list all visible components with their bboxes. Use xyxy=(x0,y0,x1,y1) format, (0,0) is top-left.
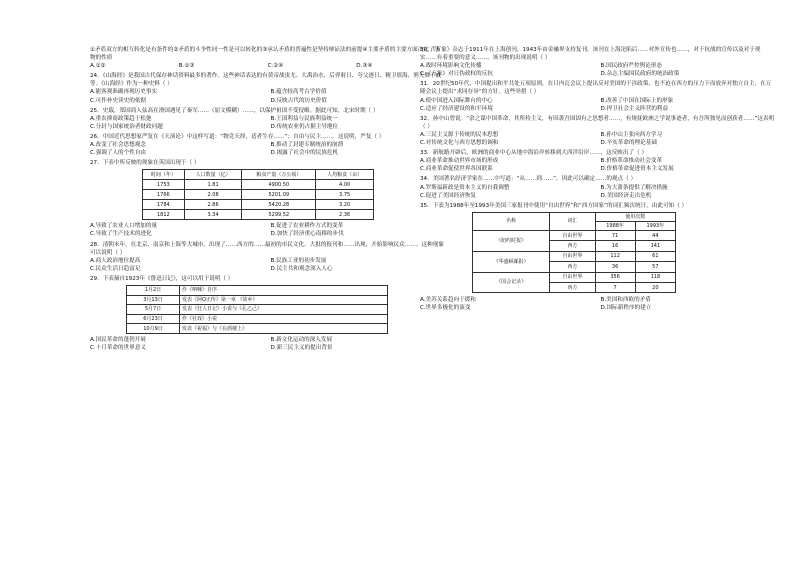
question-29 xyxy=(90,275,445,352)
option-d[interactable]: D.美国经济走出危机 xyxy=(600,192,652,199)
question-31 xyxy=(420,80,775,112)
table-header-cell: 粮食产量（万公顷） xyxy=(242,170,316,180)
options xyxy=(420,157,775,173)
table-cell: 1.81 xyxy=(184,180,242,190)
option-c[interactable]: C.分封与国家统治者财政问题 xyxy=(90,123,163,130)
table-cell-group: 《华盛顿邮报》 xyxy=(473,251,550,272)
option-d[interactable]: D.杂志主编国民政府的统治政策 xyxy=(600,71,680,78)
table-cell: 4900.50 xyxy=(242,180,316,190)
table-header-cell: 人口数量（亿） xyxy=(184,170,242,180)
question-33 xyxy=(420,149,775,173)
option-d[interactable]: D.价格革命促进资本主义发展 xyxy=(600,166,674,173)
table-cell: 1812 xyxy=(143,210,185,220)
table-header-cell: 1988年 xyxy=(595,221,635,230)
table-cell: 3.20 xyxy=(316,200,374,210)
option-b[interactable]: B.为大萧条提供了解决措施 xyxy=(600,184,668,191)
option-b[interactable]: B.孙中山主张向西方学习 xyxy=(600,131,663,138)
question-stem: 26．中国近代思想家严复在《天演论》中这样写道：“物竞天择，适者生存……”；自由与民主……。这说明，严复（ ） xyxy=(90,133,385,140)
table-cell: 发表《祝福》与《在酒楼上》 xyxy=(180,324,388,334)
table-cell: 5420.28 xyxy=(242,200,316,210)
option-b[interactable]: B.价格革命推动社会变革 xyxy=(600,158,663,165)
table-row xyxy=(127,305,388,315)
question-fragment xyxy=(90,46,445,70)
table-row xyxy=(143,200,374,210)
table-row xyxy=(473,230,676,240)
option-a[interactable]: A.改变了社会思想观念 xyxy=(90,142,146,149)
question-stem: 35．下表为1988年至1993年美国三家报刊中使用“自由世界”和“西方国家”的词汇频次统计，由此可知（ ） xyxy=(420,202,688,209)
option-a[interactable]: A.罗斯福新政是资本主义的自我调整 xyxy=(420,184,510,191)
table-cell: 发表《狂人日记》小说与《孔乙己》 xyxy=(180,305,388,315)
table-header-cell: 1993年 xyxy=(635,221,675,230)
option-c[interactable]: C.民众生活日趋富足 xyxy=(90,265,141,272)
option-a[interactable]: A.国民革命的蓬勃开展 xyxy=(90,336,146,343)
table-row xyxy=(127,295,388,305)
table-cell: 作《社戏》小说 xyxy=(180,314,388,324)
question-stem: 30．《万象》杂志于1911年在上海创刊，1943年由金融界支持复刊。该刊在上海沦陷后……对外宣传也……，对于抗战的宣传以及对于现实……有着重要的意义……。该刊物的出现说明（ ） xyxy=(420,47,761,62)
table-cell: 356 xyxy=(595,272,635,282)
option-d[interactable]: D.新三民主义的提出背景 xyxy=(270,345,333,352)
table-cell: 自由世界 xyxy=(550,251,595,261)
table-cell: 112 xyxy=(595,251,635,261)
question-stem: 33．新航路开辟后，欧洲的商业中心从地中海沿岸转移到大西洋沿岸……，这反映出了（ ） xyxy=(420,150,648,157)
option-a[interactable]: A.商业革命推动世界市场的形成 xyxy=(420,158,499,165)
table-header-cell: 名称 xyxy=(473,212,550,230)
option-c[interactable]: C.②④ xyxy=(267,63,284,70)
usage-table xyxy=(472,212,676,294)
option-c[interactable]: C.促进了美国经济恢复 xyxy=(420,192,477,199)
options xyxy=(420,97,775,113)
table-cell-date: 10月9日 xyxy=(127,324,180,334)
options xyxy=(90,62,445,70)
table-cell: 141 xyxy=(635,241,675,251)
table-cell: 2.08 xyxy=(184,190,242,200)
table-cell: 自由世界 xyxy=(550,230,595,240)
option-a[interactable]: A.使中国进入国际舞台的中心 xyxy=(420,97,493,104)
left-column xyxy=(90,46,445,354)
option-d[interactable]: D.揭露了社会中的民族危机 xyxy=(270,150,339,157)
option-d[interactable]: D.加快了经济重心南移的步伐 xyxy=(270,231,344,238)
table-cell: 1766 xyxy=(143,190,185,200)
option-b[interactable]: B.推动了封建专制统治的崩溃 xyxy=(270,142,344,149)
table-header-cell: 人均粮食（亩） xyxy=(316,170,374,180)
options xyxy=(420,131,775,147)
option-c[interactable]: C.《万象》对日伪政权的反抗 xyxy=(420,71,493,78)
option-d[interactable]: D.反映古代的历史价值 xyxy=(270,97,327,104)
table-cell: 西方 xyxy=(550,262,595,272)
right-column xyxy=(420,46,775,315)
question-stem: 27．下表中所反映的现象在英国出现于（ ） xyxy=(90,160,200,167)
question-25 xyxy=(90,107,445,131)
question-26 xyxy=(90,133,445,157)
table-cell: 西方 xyxy=(550,241,595,251)
table-row xyxy=(127,314,388,324)
table-cell: 自由世界 xyxy=(550,272,595,282)
option-b[interactable]: B.新文化运动的深入发展 xyxy=(270,336,333,343)
options xyxy=(90,88,445,104)
options xyxy=(420,296,775,312)
option-d[interactable]: D.传统农业仍占据主导地位 xyxy=(270,123,339,130)
table-cell: 118 xyxy=(635,272,675,282)
table-cell: 20 xyxy=(635,282,675,292)
question-24 xyxy=(90,72,445,104)
options xyxy=(420,184,775,200)
table-cell: 5299.52 xyxy=(242,210,316,220)
option-a[interactable]: A.重农抑商政策趋于松弛 xyxy=(90,115,152,122)
options xyxy=(420,62,775,78)
question-28 xyxy=(90,241,445,273)
option-b[interactable]: B.美国和西欧的矛盾 xyxy=(600,297,651,304)
table-cell: 西方 xyxy=(550,282,595,292)
option-d[interactable]: D.国际新秩序的建立 xyxy=(600,305,652,312)
option-c[interactable]: C.十月革命的世界意义 xyxy=(90,345,147,352)
table-header-cell: 时间（年） xyxy=(143,170,185,180)
question-stem: 24．《山海经》是我国古代保存神话资料最多的著作。这些神话表达的有黄帝战蚩尤、大禹治水、后羿射日、夸父逐日、精卫填海、刑天舞干戚等。《山海经》作为一种史料（ ） xyxy=(90,73,442,88)
question-27 xyxy=(90,159,445,238)
option-b[interactable]: B.促进了农业耕作方式的变革 xyxy=(270,223,344,230)
question-32 xyxy=(420,115,775,147)
table-cell: 2.36 xyxy=(316,210,374,220)
table-cell-date: 3月13日 xyxy=(127,295,180,305)
option-d[interactable]: D.③④ xyxy=(356,63,373,70)
option-d[interactable]: D.辛亥革命的理论基础 xyxy=(600,140,657,147)
table-cell: 44 xyxy=(635,230,675,240)
question-stem: 31．20世纪50年代，中国提出和平共处五项原则，在日内瓦会议上提出反对美国的干涉政策，也不迫在西方的压力下而放弃对独立自主，在万隆会议上提出“求同存异”的方针。这些举措（ ） xyxy=(420,81,772,96)
table-header-cell: 使用次数 xyxy=(595,212,676,221)
question-stem: 25．史载，郑国商人弦高在滑国遇见了秦军……（原文模糊）……，以保护祖国不受侵略。据此可知，北宋时期（ ） xyxy=(90,107,379,114)
option-c[interactable]: C.强调了人的个性自由 xyxy=(90,150,147,157)
option-b[interactable]: B.改善了中国在国际上的形象 xyxy=(600,97,674,104)
table-row xyxy=(127,285,388,295)
option-c[interactable]: C.适应了经济建设的和平环境 xyxy=(420,105,493,112)
table-cell: 16 xyxy=(595,241,635,251)
table-header-row xyxy=(473,212,676,221)
table-cell: 7 xyxy=(595,282,635,292)
question-stem: ①矛盾双方的相互转化是有条件的②矛盾的斗争性同一性是可以转化的③承认矛盾的普遍性是坚持辩证法的前提④主要矛盾的主要方面决定了事物的性质 xyxy=(90,47,441,62)
option-c[interactable]: C.导致了生产技术的进化 xyxy=(90,231,152,238)
option-a[interactable]: A.三民主义源于传统的民本思想 xyxy=(420,131,499,138)
option-a[interactable]: A.商人政治地位提高 xyxy=(90,257,141,264)
question-stem: 29．下表摘自1923年《鲁迅日记》，这可以用于说明（ ） xyxy=(90,275,234,282)
option-b[interactable]: B.蕴含较高考古学价值 xyxy=(270,89,327,96)
table-cell: 1784 xyxy=(143,200,185,210)
table-cell: 61 xyxy=(635,251,675,261)
table-cell: 1753 xyxy=(143,180,185,190)
table-cell-date: 6月23日 xyxy=(127,314,180,324)
table-cell: 发表《阿Q正传》第一章 《故乡》 xyxy=(180,295,388,305)
question-35 xyxy=(420,202,775,313)
option-b[interactable]: B.国民政府严控舆论形态 xyxy=(600,63,663,70)
table-cell: 3.75 xyxy=(316,190,374,200)
table-row xyxy=(143,180,374,190)
table-cell: 2.86 xyxy=(184,200,242,210)
question-stem: 32．孙中山曾说：“余之谋中国革命，其所持主义，有因袭吾国固有之思想者……，有规抚欧洲之学说事迹者，有吾所独见而创获者……”这表明（ ） xyxy=(420,115,775,130)
question-34 xyxy=(420,175,775,199)
table-row xyxy=(473,251,676,261)
table-header-row xyxy=(143,170,374,180)
table-cell-group: 《国会记录》 xyxy=(473,272,550,293)
diary-table xyxy=(126,285,388,334)
table-row xyxy=(143,190,374,200)
table-cell-date: 1月2日 xyxy=(127,285,180,295)
table-cell-group: 《纽约时报》 xyxy=(473,230,550,251)
option-c[interactable]: C.对传统文化与西方思想的调和 xyxy=(420,140,499,147)
table-cell: 71 xyxy=(595,230,635,240)
option-a[interactable]: A.美苏关系趋向于缓和 xyxy=(420,297,476,304)
option-b[interactable]: B.民族工业的初步发展 xyxy=(270,257,327,264)
option-a[interactable]: A.能客观准确再现历史事实 xyxy=(90,89,158,96)
options xyxy=(90,257,445,273)
table-cell: 4.00 xyxy=(316,180,374,190)
options xyxy=(90,141,445,157)
table-row xyxy=(127,324,388,334)
question-stem: 34．美国著名经济学家在……中写道：“从……到……”，因此可以确定……的观点（ ） xyxy=(420,176,637,183)
table-cell: 5201.09 xyxy=(242,190,316,200)
question-30 xyxy=(420,46,775,78)
table-cell: 57 xyxy=(635,262,675,272)
option-c[interactable]: C.世界多极化的演变 xyxy=(420,305,471,312)
option-b[interactable]: B.①③ xyxy=(178,63,195,70)
question-stem: 28．清朝末年，在北京、南京和上海等大城市，出现了……西方的……最初的市民文化。大批的报刊和……出现，开始影响民众……。这种现象可以说明（ ） xyxy=(90,241,444,256)
option-a[interactable]: A.战时环境影响文化传播 xyxy=(420,63,482,70)
option-c[interactable]: C.商业革命促使世界各国联系 xyxy=(420,166,493,173)
table-cell-date: 5月7日 xyxy=(127,305,180,315)
table-row xyxy=(143,210,374,220)
table-cell: 作《呐喊》自序 xyxy=(180,285,388,295)
options xyxy=(90,222,445,238)
table-cell: 36 xyxy=(595,262,635,272)
options xyxy=(90,336,445,352)
table-header-cell: 词汇 xyxy=(550,212,595,230)
option-b[interactable]: B.王国利益与民族利益统一 xyxy=(270,115,338,122)
option-d[interactable]: D.民主共和观念深入人心 xyxy=(270,265,333,272)
table-row xyxy=(473,272,676,282)
option-a[interactable]: A.①② xyxy=(90,63,106,70)
option-d[interactable]: D.捍卫社会主义阵营的利益 xyxy=(600,105,669,112)
data-table xyxy=(142,169,374,220)
option-c[interactable]: C.可作补史读史的依据 xyxy=(90,97,147,104)
table-cell: 3.34 xyxy=(184,210,242,220)
options xyxy=(90,115,445,131)
option-a[interactable]: A.导致了农业人口增加的量 xyxy=(90,223,158,230)
